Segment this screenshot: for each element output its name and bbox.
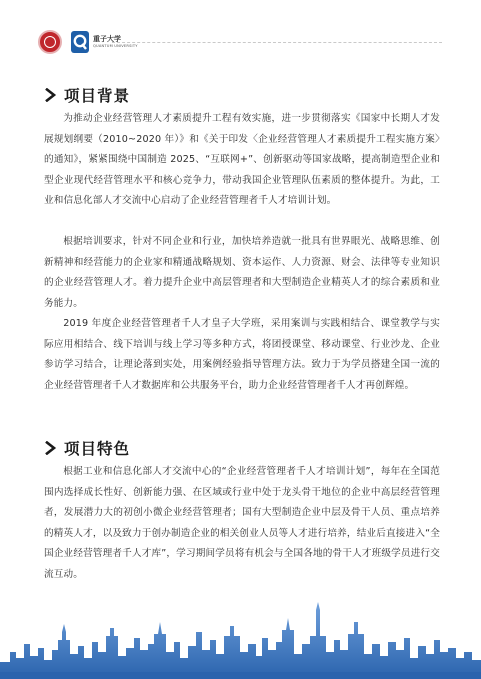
section-title-background [44,84,130,106]
paragraph: 为推动企业经营管理人才素质提升工程有效实施，进一步贯彻落实《国家中长期人才发展规划纲要（2010~2020 年）》和《关于印发〈企业经营管理人才素质提升工程实施方案〉的通知》，紧紧围绕中国制造 2025、“互联网+”、创新驱动等国家战略，提高制造型企业和型企业现代经营管理水平和核心竞争力，带动我国企业管理队伍素质的整体提升。为此，工业和信息化部人才交流中心启动了企业经营管理者千人才培训计划。 [44,113,440,206]
university-seal-icon [38,30,62,54]
paragraph: 根据工业和信息化部人才交流中心的“企业经营管理者千人才培训计划”，每年在全国范围内选择成长性好、创新能力强、在区域或行业中处于龙头骨干地位的企业中高层经营管理者，发展潜力大的初创小微企业经营管理者；国有大型制造企业中层及骨干人员、重点培养的精英人才，以及致力于创办制造企业的相关创业人员等人才进行培养，结业后直接进入“全国企业经营管理者千人才库”，学习期间学员将有机会与全国各地的骨干人才班级学员进行交流互动。 [44,466,440,580]
city-skyline [0,592,481,679]
university-name-cn: 重子大学 [93,34,121,43]
q-logo-icon [70,30,90,54]
university-name-en: QUANTUM UNIVERSITY [93,43,138,48]
header-divider [112,42,442,43]
section-title-text: 项目特色 [64,439,131,458]
section-title-text: 项目背景 [64,86,131,105]
section-title-features [44,437,130,459]
paragraph: 根据培训要求，针对不同企业和行业，加快培养造就一批具有世界眼光、战略思维、创新精神和经营能力的企业家和精通战略规划、资本运作、人力资源、财会、法律等专业知识的企业经营管理人才。着力提升企业中高层管理者和大型制造企业精英人才的综合素质和业务能力。 [44,236,440,309]
chevron-right-icon [44,441,58,455]
chevron-right-icon [44,88,58,102]
paragraph: 2019 年度企业经营管理者千人才皇子大学班，采用案训与实践相结合、课堂教学与实际应用相结合、线下培训与线上学习等多种方式，将团授课堂、移动课堂、行业沙龙、企业参访学习结合，让理论落到实处，用案例经验指导管理方法。致力于为学员搭建全国一流的企业经营管理者千人才数据库和公共服务平台，助力企业经营管理者千人才再创辉煌。 [44,318,440,391]
